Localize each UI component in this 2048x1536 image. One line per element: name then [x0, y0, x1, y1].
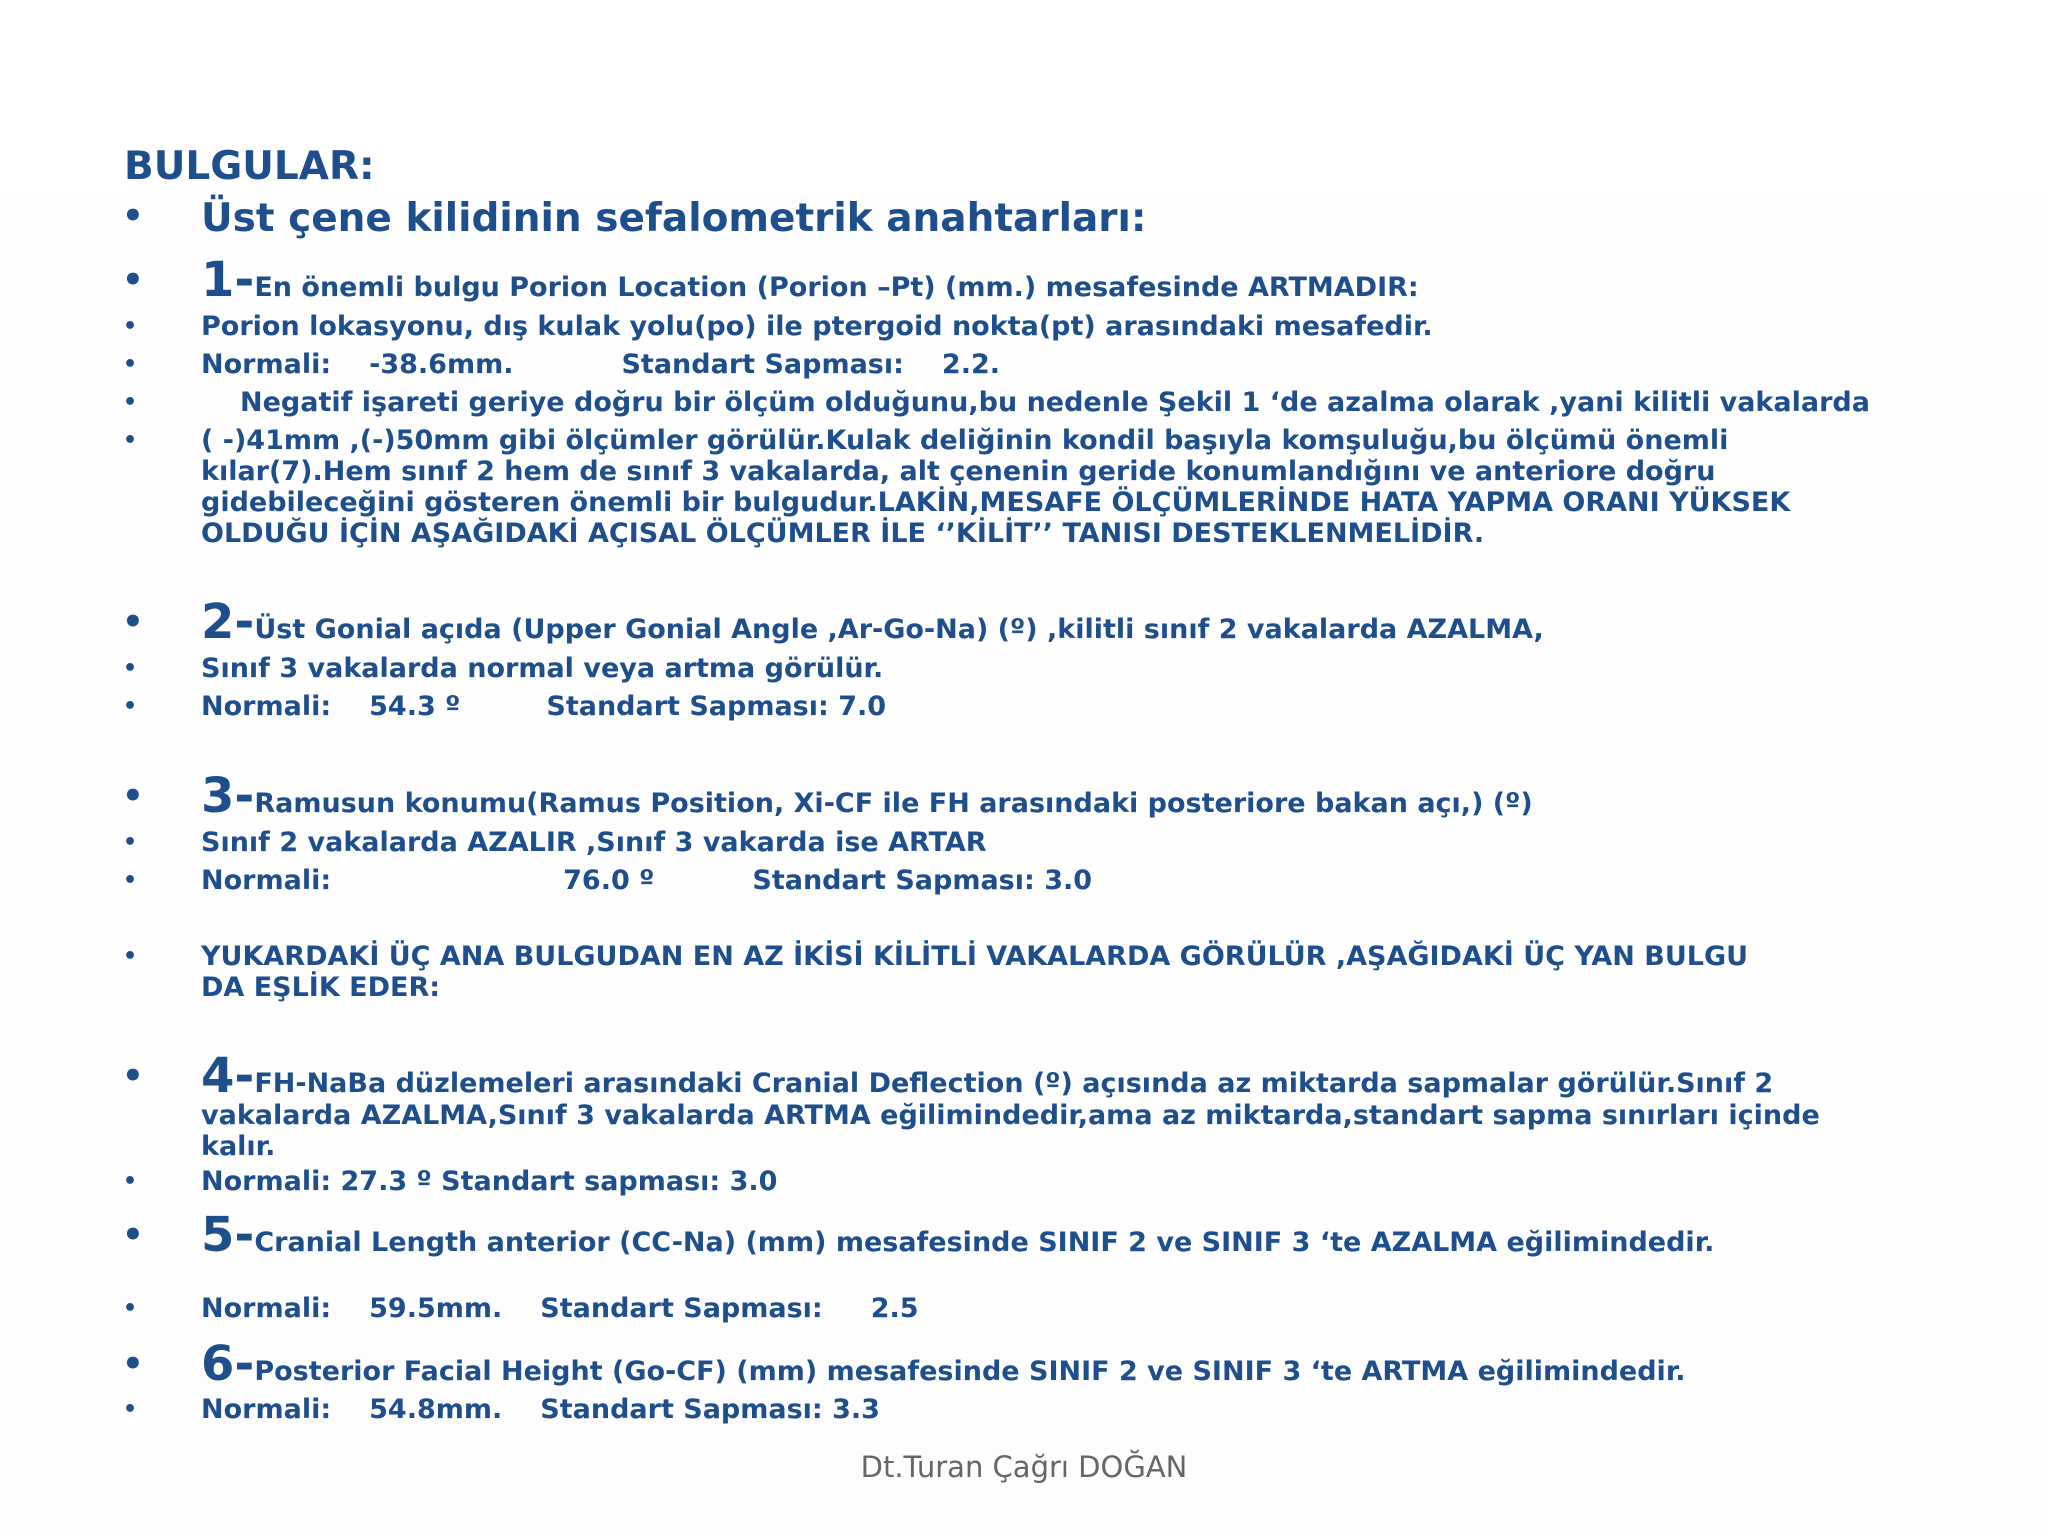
bullet: •: [122, 390, 138, 415]
bullet: •: [122, 602, 144, 642]
item-text: Normali: 27.3 º Standart sapması: 3.0: [201, 1166, 778, 1197]
sd-label: Standart Sapması:: [540, 1293, 823, 1324]
bullet: •: [122, 196, 144, 236]
sd-value: 2.5: [870, 1293, 919, 1324]
item-paragraph: [201, 941, 1901, 1003]
normal-label: Normali:: [201, 691, 332, 722]
bullet: •: [122, 694, 138, 719]
sd-label: Standart Sapması: 3.0: [752, 865, 1093, 896]
normal-label: Normali:: [201, 865, 332, 896]
paragraph-line: DA EŞLİK EDER:: [201, 972, 441, 1003]
bullet: •: [122, 1056, 144, 1096]
bullet: •: [122, 776, 144, 816]
normal-value: 76.0 º: [563, 865, 655, 896]
item-text: Negatif işareti geriye doğru bir ölçüm olduğunu,bu nedenle Şekil 1 ‘de azalma olarak ,yani kilitli vakalarda: [240, 387, 1870, 418]
normal-label: Normali:: [201, 1394, 332, 1425]
item-paragraph: [201, 425, 1901, 549]
sd-label: Standart Sapması: 3.3: [540, 1394, 880, 1425]
bullet: •: [122, 1344, 144, 1384]
item-number: 1-: [201, 252, 255, 308]
slide-footer: Dt.Turan Çağrı DOĞAN: [860, 1450, 1188, 1484]
item-text: Posterior Facial Height (Go-CF) (mm) mesafesinde SINIF 2 ve SINIF 3 ‘te ARTMA eğilimindedir.: [254, 1356, 1686, 1387]
item-text: Cranial Length anterior (CC-Na) (mm) mesafesinde SINIF 2 ve SINIF 3 ‘te AZALMA eğilimindedir.: [254, 1227, 1715, 1258]
item-text: Sınıf 3 vakalarda normal veya artma görülür.: [201, 653, 884, 684]
paragraph-line: gidebileceğini gösteren önemli bir bulgudur.LAKİN,MESAFE ÖLÇÜMLERİNDE HATA YAPMA ORANI YÜKSEK: [201, 487, 1791, 518]
sd-label: Standart Sapması:: [621, 349, 904, 380]
item-text: Ramusun konumu(Ramus Position, Xi-CF ile FH arasındaki posteriore bakan açı,) (º): [254, 788, 1533, 819]
subheading: Üst çene kilidinin sefalometrik anahtarları:: [201, 196, 1147, 241]
bullet: •: [122, 352, 138, 377]
bullet: •: [122, 1169, 138, 1194]
bullet: •: [122, 1296, 138, 1321]
bullet: •: [122, 868, 138, 893]
bullet: •: [122, 656, 138, 681]
slide-heading: BULGULAR:: [124, 144, 375, 189]
normal-value: 54.3 º: [369, 691, 461, 722]
normal-value: -38.6mm.: [369, 349, 514, 380]
bullet: •: [122, 428, 138, 453]
item-text: FH-NaBa düzlemeleri arasındaki Cranial Deflection (º) açısında az miktarda sapmalar görülür.Sınıf 2: [254, 1068, 1774, 1099]
paragraph-line: kalır.: [201, 1131, 276, 1162]
bullet: •: [122, 260, 144, 300]
item-text: Porion lokasyonu, dış kulak yolu(po) ile ptergoid nokta(pt) arasındaki mesafedir.: [201, 311, 1433, 342]
item-text: Sınıf 2 vakalarda AZALIR ,Sınıf 3 vakarda ise ARTAR: [201, 827, 987, 858]
normal-label: Normali:: [201, 349, 332, 380]
normal-value: 59.5mm.: [369, 1293, 503, 1324]
item-number: 5-: [201, 1207, 255, 1263]
item-number: 4-: [201, 1048, 255, 1104]
bullet: •: [122, 1215, 144, 1255]
paragraph-line: vakalarda AZALMA,Sınıf 3 vakalarda ARTMA eğilimindedir,ama az miktarda,standart sapma sınırları içinde: [201, 1100, 1820, 1131]
bullet: •: [122, 944, 138, 969]
item-number: 6-: [201, 1336, 255, 1392]
paragraph-line: ( -)41mm ,(-)50mm gibi ölçümler görülür.Kulak deliğinin kondil başıyla komşuluğu,bu ölçümü önemli: [201, 425, 1729, 456]
bullet: •: [122, 830, 138, 855]
normal-label: Normali:: [201, 1293, 332, 1324]
item-text: En önemli bulgu Porion Location (Porion –Pt) (mm.) mesafesinde ARTMADIR:: [254, 272, 1419, 303]
item-number: 2-: [201, 594, 255, 650]
item-text: Üst Gonial açıda (Upper Gonial Angle ,Ar-Go-Na) (º) ,kilitli sınıf 2 vakalarda AZALMA,: [254, 614, 1544, 645]
paragraph-line: OLDUĞU İÇİN AŞAĞIDAKİ AÇISAL ÖLÇÜMLER İLE ‘’KİLİT’’ TANISI DESTEKLENMELİDİR.: [201, 518, 1485, 549]
paragraph-line: kılar(7).Hem sınıf 2 hem de sınıf 3 vakalarda, alt çenenin geride konumlandığını ve anteriore doğru: [201, 456, 1716, 487]
sd-label: Standart Sapması: 7.0: [546, 691, 887, 722]
bullet: •: [122, 314, 138, 339]
bullet: •: [122, 1397, 138, 1422]
paragraph-line: YUKARDAKİ ÜÇ ANA BULGUDAN EN AZ İKİSİ KİLİTLİ VAKALARDA GÖRÜLÜR ,AŞAĞIDAKİ ÜÇ YAN BULGU: [201, 941, 1749, 972]
normal-value: 54.8mm.: [369, 1394, 503, 1425]
sd-value: 2.2.: [941, 349, 1001, 380]
item-number: 3-: [201, 768, 255, 824]
